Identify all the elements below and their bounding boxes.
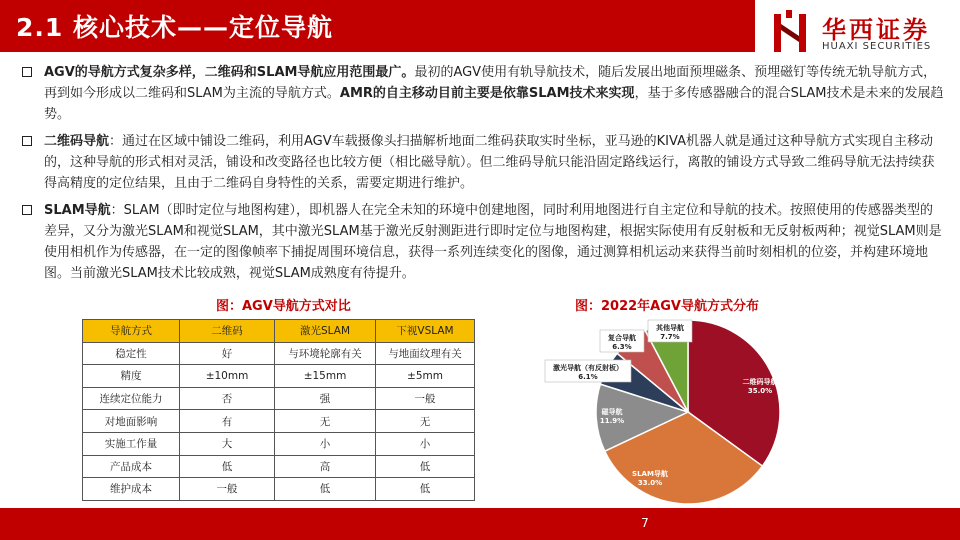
table-cell: 产品成本 (83, 455, 180, 478)
table-header-cell: 二维码 (180, 320, 275, 343)
pie-label (600, 330, 644, 352)
logo-text-cn: 华西证券 (822, 16, 930, 44)
pie-label-name: 二维码导航 (742, 378, 778, 386)
table-cell: 稳定性 (83, 342, 180, 365)
table-cell: 否 (180, 387, 275, 410)
bullet-paragraph (22, 200, 944, 284)
pie-label-value: 6.3% (612, 343, 632, 351)
pie-chart (540, 310, 790, 510)
table-cell: 一般 (180, 478, 275, 501)
table-caption: 图：AGV导航方式对比 (216, 299, 351, 314)
company-logo (772, 10, 952, 56)
table-cell: 大 (180, 432, 275, 455)
pie-label (648, 320, 692, 342)
pie-label-name: 激光导航（有反射板） (553, 364, 623, 372)
pie-label-name: 磁导航 (601, 408, 623, 416)
pie-label-value: 11.9% (599, 417, 625, 425)
bullet-bold-text: AGV的导航方式复杂多样，二维码和SLAM导航应用范围最广。 (44, 65, 415, 80)
table-cell: 有 (180, 410, 275, 433)
page-title: 2.1 核心技术——定位导航 (16, 13, 333, 42)
table-cell: 小 (376, 432, 475, 455)
table-cell: 好 (180, 342, 275, 365)
bullet-text: ：SLAM（即时定位与地图构建），即机器人在完全未知的环境中创建地图，同时利用地图进行自主定位和导航的技术。按照使用的传感器类型的差异，又分为激光SLAM和视觉SLAM，其中激光SLAM基于激光反射测距进行即时定位与地图构建，根据实际使用有反射板和无反射板两种；视觉SLAM则是使用相机作为传感器，在一定的图像帧率下捕捉周围环境信息，获得一系列连续变化的图像，通过测算相机运动来获得当前时刻相机的位姿，并构建环境地图。当前激光SLAM技术比较成熟，视觉SLAM成熟度有待提升。 (44, 203, 942, 281)
table-cell: 低 (180, 455, 275, 478)
table-cell: ±10mm (180, 365, 275, 388)
table-cell: 无 (275, 410, 376, 433)
header-bar (0, 0, 755, 52)
pie-label-value: 35.0% (747, 387, 773, 395)
table-row (83, 455, 475, 478)
table-header-cell: 激光SLAM (275, 320, 376, 343)
bullet-text: 最初的AGV使用有轨导航技术，随后发展出地面预埋磁条、预埋磁钉等传统无轨导航方式，再到如今形成以二维码和SLAM为主流的导航方式。 (44, 65, 937, 101)
pie-label-value: 7.7% (660, 333, 680, 341)
pie-label-name: 复合导航 (608, 334, 636, 342)
bullet-bold-text: 二维码导航 (44, 134, 110, 149)
huaxi-logo-icon (772, 10, 812, 54)
table-cell: 对地面影响 (83, 410, 180, 433)
pie-label-name: 其他导航 (656, 324, 684, 332)
table-cell: ±5mm (376, 365, 475, 388)
pie-svg (540, 310, 790, 510)
comparison-table (82, 319, 475, 501)
table-row (83, 478, 475, 501)
table-header-row (83, 320, 475, 343)
table-header-cell: 导航方式 (83, 320, 180, 343)
bullet-list (22, 62, 944, 290)
table-cell: 低 (376, 455, 475, 478)
bullet-paragraph (22, 62, 944, 125)
pie-label-value: 6.1% (578, 373, 598, 381)
table-row (83, 387, 475, 410)
logo-text-en: HUAXI SECURITIES (822, 41, 932, 52)
pie-label (545, 360, 631, 382)
bullet-bold-text: SLAM导航 (44, 203, 111, 218)
table-cell: 低 (275, 478, 376, 501)
table-cell: 精度 (83, 365, 180, 388)
table-cell: 维护成本 (83, 478, 180, 501)
bullet-bold-text: AMR的自主移动目前主要是依靠SLAM技术来实现 (339, 86, 635, 101)
table-row (83, 410, 475, 433)
table-cell: 与地面纹理有关 (376, 342, 475, 365)
bullet-paragraph (22, 131, 944, 194)
table-cell: ±15mm (275, 365, 376, 388)
table-cell: 与环境轮廓有关 (275, 342, 376, 365)
bullet-square-icon (22, 205, 32, 215)
table-cell: 小 (275, 432, 376, 455)
bullet-square-icon (22, 136, 32, 146)
pie-label-value: 33.0% (637, 479, 663, 487)
table-cell: 强 (275, 387, 376, 410)
table-cell: 高 (275, 455, 376, 478)
table-cell: 实施工作量 (83, 432, 180, 455)
table-cell: 无 (376, 410, 475, 433)
page-number: 7 (641, 516, 649, 530)
bullet-square-icon (22, 67, 32, 77)
pie-label-name: SLAM导航 (632, 470, 668, 478)
bullet-text: ：通过在区域中铺设二维码，利用AGV车载摄像头扫描解析地面二维码获取实时坐标，亚马逊的KIVA机器人就是通过这种导航方式实现自主移动的，这种导航的形式相对灵活，铺设和改变路径也比较方便（相比磁导航）。但二维码导航只能沿固定路线运行，离散的铺设方式导致二维码导航无法持续获得高精度的定位结果，且由于二维码自身特性的关系，需要定期进行维护。 (44, 134, 935, 191)
table-row (83, 365, 475, 388)
table-row (83, 432, 475, 455)
bullet-text: ，基于多传感器融合的混合SLAM技术是未来的发展趋势。 (44, 86, 944, 122)
table-cell: 一般 (376, 387, 475, 410)
pie-caption: 图：2022年AGV导航方式分布 (575, 299, 759, 314)
table-cell: 低 (376, 478, 475, 501)
table-header-cell: 下视VSLAM (376, 320, 475, 343)
table-cell: 连续定位能力 (83, 387, 180, 410)
table-row (83, 342, 475, 365)
